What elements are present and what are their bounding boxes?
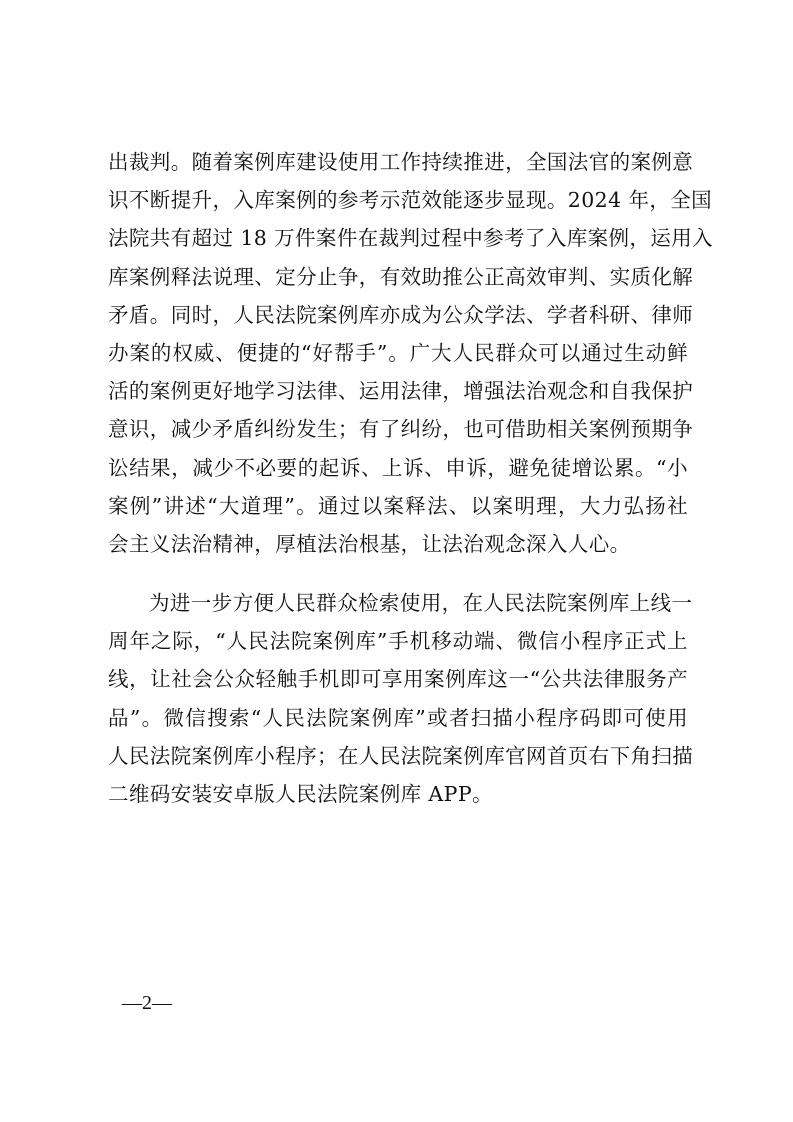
page-number: —2— <box>122 992 172 1014</box>
text-line: 会主义法治精神，厚植法治根基，让法治观念深入人心。 <box>108 531 631 556</box>
paragraph-2 <box>108 584 694 813</box>
text-line: 二维码安装安卓版人民法院案例库 APP。 <box>108 781 493 806</box>
text-line: 矛盾。同时，人民法院案例库亦成为公众学法、学者科研、律师 <box>108 302 694 327</box>
text-line: 线，让社会公众轻触手机即可享用案例库这一“公共法律服务产 <box>108 667 688 692</box>
text-line: 品”。微信搜索“人民法院案例库”或者扫描小程序码即可使用 <box>108 705 688 730</box>
text-line: 办案的权威、便捷的“好帮手”。广大人民群众可以通过生动鲜 <box>108 340 688 365</box>
text-line: 周年之际，“人民法院案例库”手机移动端、微信小程序正式上 <box>108 629 688 654</box>
text-line: 出裁判。随着案例库建设使用工作持续推进，全国法官的案例意 <box>108 150 694 174</box>
text-line: 意识，减少矛盾纠纷发生；有了纠纷，也可借助相关案例预期争 <box>108 417 694 442</box>
text-line: 库案例释法说理、定分止争，有效助推公正高效审判、实质化解 <box>108 264 694 289</box>
text-line: 法院共有超过 18 万件案件在裁判过程中参考了入库案例，运用入 <box>108 226 714 251</box>
text-line: 案例”讲述“大道理”。通过以案释法、以案明理，大力弘扬社 <box>108 493 688 518</box>
text-line: 为进一步方便人民群众检索使用，在人民法院案例库上线一 <box>149 591 693 615</box>
text-line: 人民法院案例库小程序；在人民法院案例库官网首页右下角扫描 <box>108 743 694 768</box>
text-line: 识不断提升，入库案例的参考示范效能逐步显现。2024 年，全国 <box>108 188 713 213</box>
text-line: 讼结果，减少不必要的起诉、上诉、申诉，避免徒增讼累。“小 <box>108 455 688 480</box>
paragraph-1 <box>108 143 714 563</box>
text-line: 活的案例更好地学习法律、运用法律，增强法治观念和自我保护 <box>108 379 694 404</box>
